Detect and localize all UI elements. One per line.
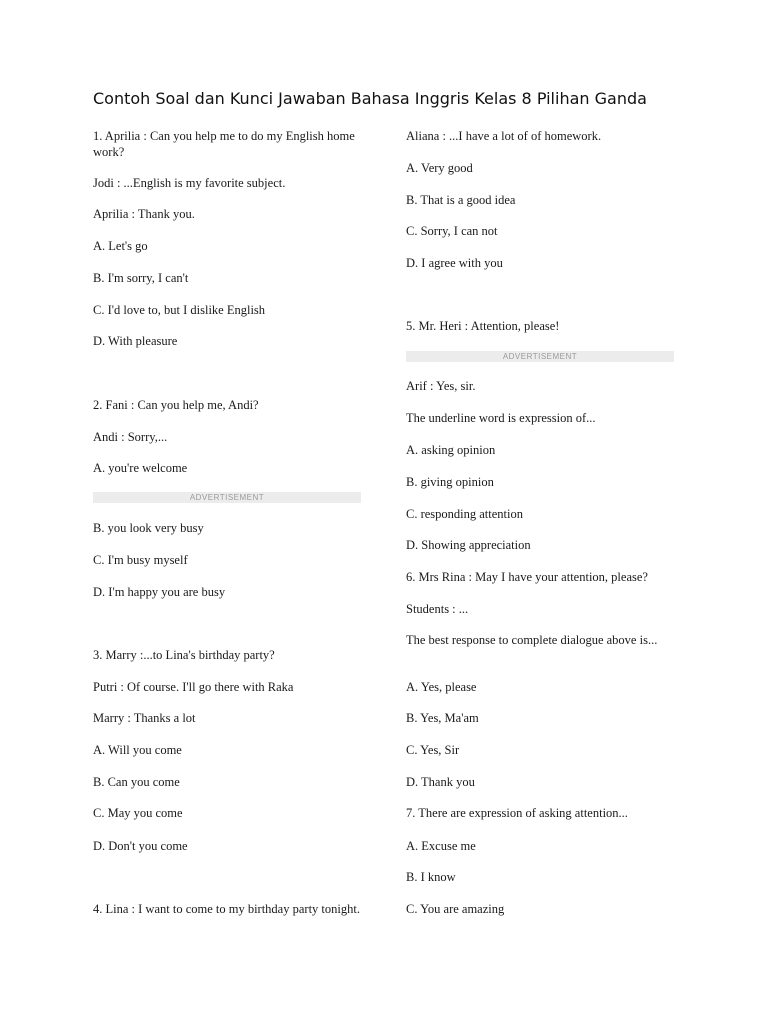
- q1-option-c: C. I'd love to, but I dislike English: [93, 303, 266, 317]
- q5-option-a: A. asking opinion: [406, 443, 496, 457]
- q6-option-a: A. Yes, please: [406, 680, 477, 694]
- q1-option-b: B. I'm sorry, I can't: [93, 271, 189, 285]
- q5-dialog-line: 5. Mr. Heri : Attention, please!: [406, 319, 560, 333]
- q3-dialog-line: Putri : Of course. I'll go there with Raka: [93, 680, 294, 694]
- q3-dialog-line: Marry : Thanks a lot: [93, 711, 196, 725]
- q4-option-b: B. That is a good idea: [406, 193, 516, 207]
- q3-option-c: C. May you come: [93, 806, 183, 820]
- q4-dialog-line: 4. Lina : I want to come to my birthday party tonight.: [93, 902, 360, 916]
- q4-option-a: A. Very good: [406, 161, 473, 175]
- q7-prompt: 7. There are expression of asking attention...: [406, 806, 628, 820]
- q6-dialog-line: Students : ...: [406, 602, 469, 616]
- q2-dialog-line: Andi : Sorry,...: [93, 430, 168, 444]
- q2-dialog-line: 2. Fani : Can you help me, Andi?: [93, 398, 259, 412]
- q4-dialog-line: Aliana : ...I have a lot of of homework.: [406, 129, 602, 143]
- q1-dialog-line: Aprilia : Thank you.: [93, 207, 195, 221]
- q7-option-c: C. You are amazing: [406, 902, 505, 916]
- q1-dialog-line: 1. Aprilia : Can you help me to do my English home work?: [93, 129, 355, 159]
- q2-option-a: A. you're welcome: [93, 461, 188, 475]
- q2-option-c: C. I'm busy myself: [93, 553, 188, 567]
- q4-option-c: C. Sorry, I can not: [406, 224, 498, 238]
- q7-option-b: B. I know: [406, 870, 456, 884]
- advertisement-banner[interactable]: ADVERTISEMENT: [93, 492, 361, 503]
- q2-option-b: B. you look very busy: [93, 521, 204, 535]
- page-title: Contoh Soal dan Kunci Jawaban Bahasa Inggris Kelas 8 Pilihan Ganda: [93, 89, 647, 108]
- q5-dialog-line: Arif : Yes, sir.: [406, 379, 476, 393]
- q1-dialog-line: Jodi : ...English is my favorite subject.: [93, 176, 286, 190]
- advertisement-banner[interactable]: ADVERTISEMENT: [406, 351, 674, 362]
- q5-prompt: The underline word is expression of...: [406, 411, 596, 425]
- q5-option-c: C. responding attention: [406, 507, 523, 521]
- q3-option-a: A. Will you come: [93, 743, 182, 757]
- q6-option-d: D. Thank you: [406, 775, 475, 789]
- q6-option-b: B. Yes, Ma'am: [406, 711, 479, 725]
- q5-option-b: B. giving opinion: [406, 475, 494, 489]
- q3-option-b: B. Can you come: [93, 775, 180, 789]
- q1-option-a: A. Let's go: [93, 239, 148, 253]
- q2-option-d: D. I'm happy you are busy: [93, 585, 226, 599]
- q5-option-d: D. Showing appreciation: [406, 538, 531, 552]
- q3-option-d: D. Don't you come: [93, 839, 188, 853]
- q6-prompt: The best response to complete dialogue above is...: [406, 633, 658, 647]
- q3-dialog-line: 3. Marry :...to Lina's birthday party?: [93, 648, 275, 662]
- q4-option-d: D. I agree with you: [406, 256, 503, 270]
- q1-option-d: D. With pleasure: [93, 334, 178, 348]
- q7-option-a: A. Excuse me: [406, 839, 476, 853]
- q6-option-c: C. Yes, Sir: [406, 743, 460, 757]
- q6-dialog-line: 6. Mrs Rina : May I have your attention, please?: [406, 570, 648, 584]
